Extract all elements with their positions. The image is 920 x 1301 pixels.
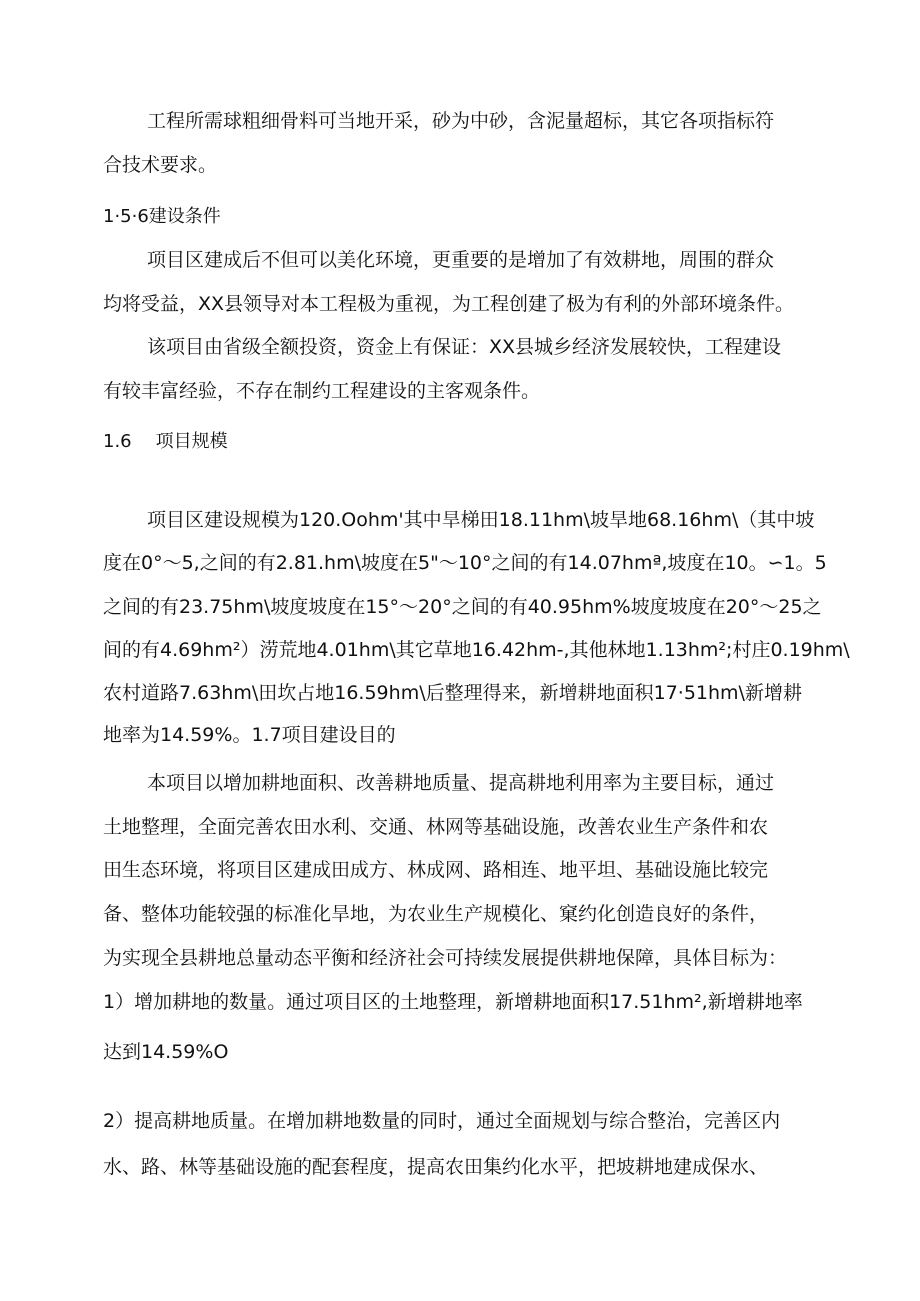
para2-line-2: 均将受益，XX县领导对本工程极为重视，为工程创建了极为有利的外部环境条件。 xyxy=(103,293,795,315)
para5-line-1: 本项目以增加耕地面积、改善耕地质量、提高耕地利用率为主要目标，通过 xyxy=(147,772,775,794)
para4-line-5: 农村道路7.63hm\田坎占地16.59hm\后整理得来，新增耕地面积17·51hm\新增耕 xyxy=(103,682,802,704)
para1-line-1: 工程所需球粗细骨料可当地开采，砂为中砂，含泥量超标，其它各项指标符 xyxy=(147,110,775,132)
para3-line-1: 该项目由省级全额投资，资金上有保证：XX县城乡经济发展较快，工程建设 xyxy=(147,336,782,358)
para4-line-1: 项目区建设规模为120.Oohm'其中旱梯田18.11hm\坡旱地68.16hm\（其中坡 xyxy=(147,509,815,531)
section-title: 项目规模 xyxy=(155,431,228,452)
para3-line-2: 有较丰富经验，不存在制约工程建设的主客观条件。 xyxy=(103,380,541,402)
section-heading-1-6 xyxy=(103,430,228,454)
para4-line-6: 地率为14.59%。1.7项目建设目的 xyxy=(103,724,396,746)
para4-line-2: 度在0°～5,之间的有2.81.hm\坡度在5"～10°之间的有14.07hmª,坡度在10。∽1。5 xyxy=(103,552,827,574)
para1-line-2: 合技术要求。 xyxy=(103,154,218,176)
section-number: 1.6 xyxy=(103,431,132,452)
item2-line-1: 2）提高耕地质量。在增加耕地数量的同时，通过全面规划与综合整治，完善区内 xyxy=(103,1110,781,1132)
para5-line-4: 备、整体功能较强的标准化旱地，为农业生产规模化、窠约化创造良好的条件， xyxy=(103,903,769,925)
item1-line-1: 1）增加耕地的数量。通过项目区的土地整理，新增耕地面积17.51hm²,新增耕地率 xyxy=(103,991,803,1013)
para2-line-1: 项目区建成后不但可以美化环境，更重要的是增加了有效耕地，周围的群众 xyxy=(147,249,775,271)
para5-line-3: 田生态环境，将项目区建成田成方、林成网、路相连、地平坦、基础设施比较完 xyxy=(103,859,769,881)
item2-line-2: 水、路、林等基础设施的配套程度，提高农田集约化水平，把坡耕地建成保水、 xyxy=(103,1156,769,1178)
para5-line-2: 土地整理，全面完善农田水利、交通、林网等基础设施，改善农业生产条件和农 xyxy=(103,816,769,838)
para4-line-4: 间的有4.69hm²）涝荒地4.01hm\其它草地16.42hm-,其他林地1.13hm²;村庄0.19hm\ xyxy=(103,639,850,661)
section-heading-1-5-6: 1·5·6建设条件 xyxy=(103,206,221,227)
para4-line-3: 之间的有23.75hm\坡度坡度在15°～20°之间的有40.95hm%坡度坡度在20°～25之 xyxy=(103,596,822,618)
item1-line-2: 达到14.59%O xyxy=(103,1041,229,1063)
para5-line-5: 为实现全县耕地总量动态平衡和经济社会可持续发展提供耕地保障，具体目标为： xyxy=(103,947,788,969)
